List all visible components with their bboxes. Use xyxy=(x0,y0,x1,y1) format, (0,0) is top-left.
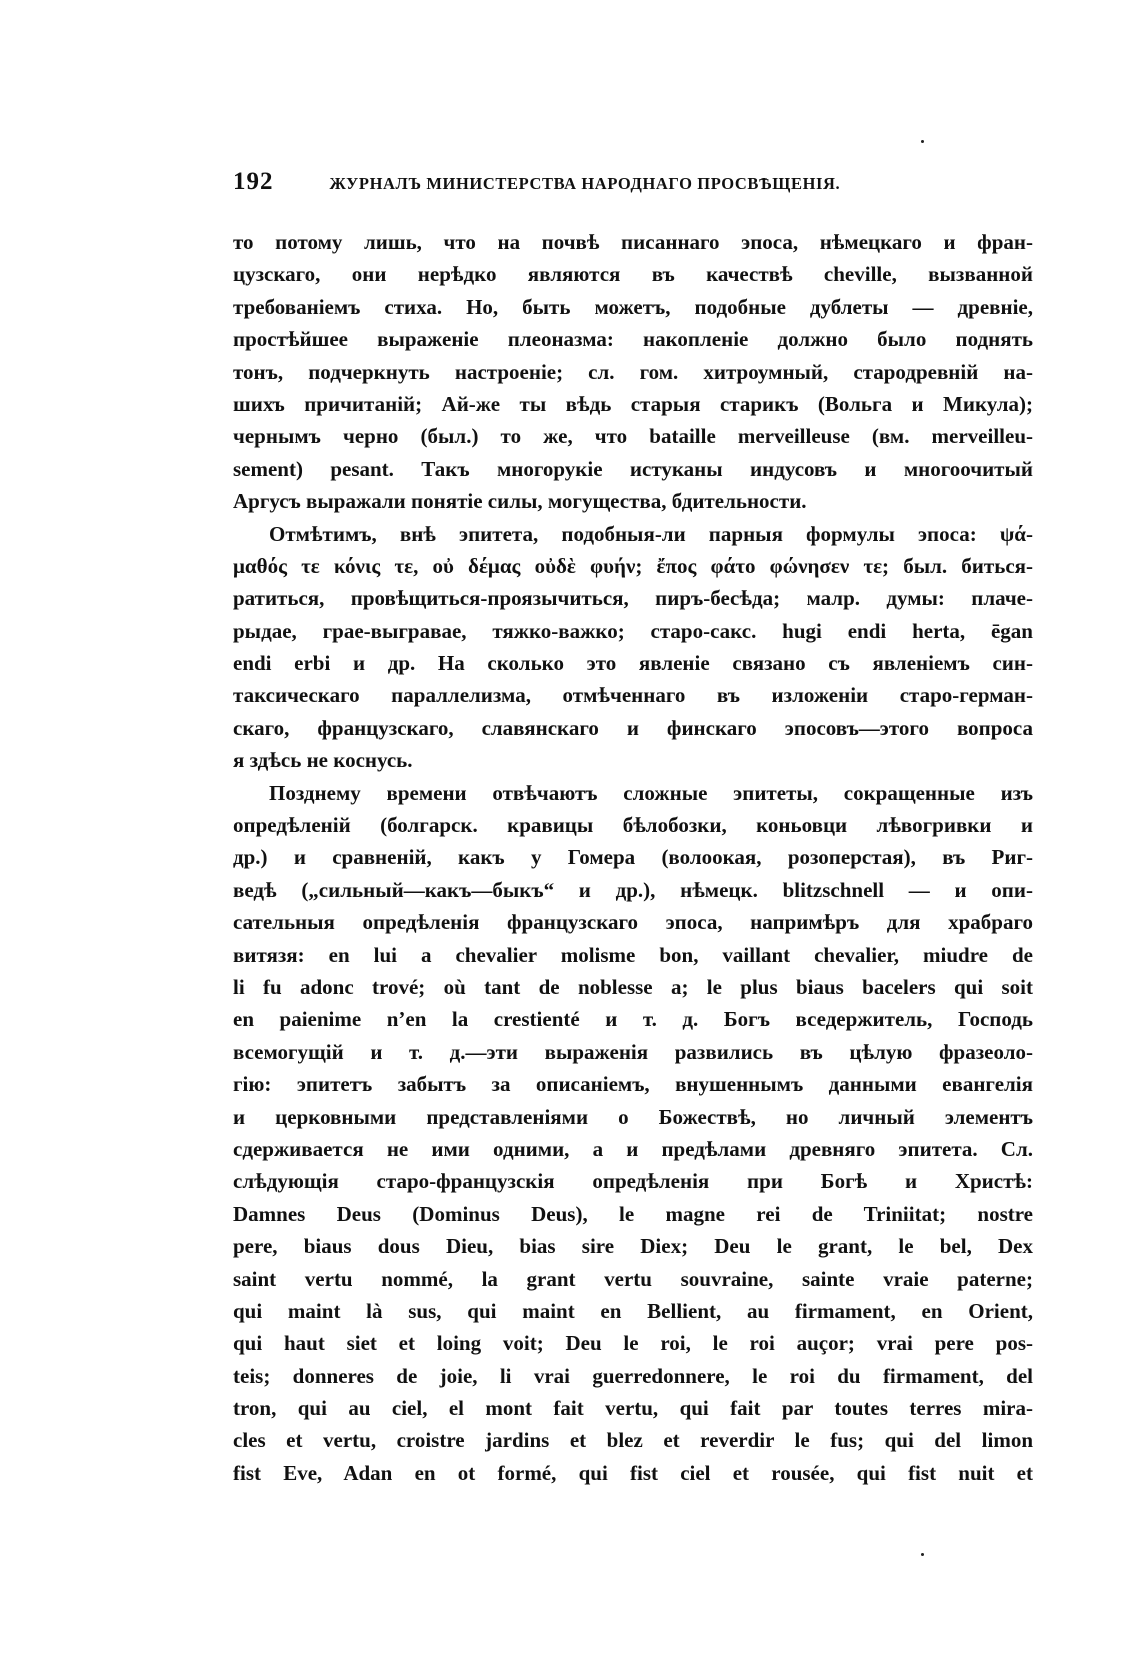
text-line: endi erbi и др. На сколько это явленіе связано съ явленіемъ син- xyxy=(233,651,1033,676)
text-line: то потому лишь, что на почвѣ писаннаго эпоса, нѣмецкаго и фран- xyxy=(233,230,1033,254)
text-line: tron, qui au ciel, el mont fait vertu, qui fait par toutes terres mira- xyxy=(233,1396,1033,1421)
text-line: всемогущій и т. д.—эти выраженія развились въ цѣлую фразеоло- xyxy=(233,1039,1033,1064)
print-speck xyxy=(921,140,924,143)
text-line: я здѣсь не коснусь. xyxy=(233,748,413,773)
text-line: и церковными представленіями о Божествѣ, но личный элементъ xyxy=(233,1104,1033,1129)
text-line: saint vertu nommé, la grant vertu souvraine, sainte vraie paterne; xyxy=(233,1266,1033,1291)
text-line: опредѣленій (болгарск. кравицы бѣлобозки, коньовци лѣвогривки и xyxy=(233,813,1033,838)
text-line: Отмѣтимъ, внѣ эпитета, подобныя-ли парныя формулы эпоса: ψά- xyxy=(269,521,1033,546)
body-text xyxy=(233,226,1033,1489)
text-line: pere, biaus dous Dieu, bias sire Diex; Deu le grant, le bel, Dex xyxy=(233,1234,1033,1259)
text-line: Damnes Deus (Dominus Deus), le magne rei de Triniitat; nostre xyxy=(233,1201,1033,1226)
text-line: en paienime n’en la crestienté и т. д. Богъ вседержитель, Господь xyxy=(233,1007,1033,1032)
text-line: ратиться, провѣщиться-проязычиться, пиръ-бесѣда; малр. думы: плаче- xyxy=(233,586,1033,611)
text-line: шихъ причитаній; Ай-же ты вѣдь старыя старикъ (Вольга и Микула); xyxy=(233,391,1033,416)
text-line: скаго, французскаго, славянскаго и финскаго эпосовъ—этого вопроса xyxy=(233,715,1033,740)
text-line: li fu adonc trové; où tant de noblesse a; le plus biaus bacelers qui soit xyxy=(233,974,1033,999)
text-line: qui haut siet et loing voit; Deu le roi, le roi auçor; vrai pere pos- xyxy=(233,1331,1033,1356)
text-line: витязя: en lui a chevalier molisme bon, vaillant chevalier, miudre de xyxy=(233,942,1033,967)
text-line: рыдае, грае-выгравае, тяжко-важко; старо-сакс. hugi endi herta, ēgan xyxy=(233,618,1033,643)
running-title: ЖУРНАЛЪ МИНИСТЕРСТВА НАРОДНАГО ПРОСВѢЩЕНІЯ. xyxy=(329,174,841,193)
text-line: sement) pesant. Такъ многорукіе истуканы индусовъ и многоочитый xyxy=(233,456,1033,481)
page-number: 192 xyxy=(233,168,274,195)
page-header xyxy=(233,168,1033,196)
text-line: слѣдующія старо-французскія опредѣленія при Богѣ и Христѣ: xyxy=(233,1169,1033,1194)
text-line: гію: эпитетъ забытъ за описаніемъ, внушеннымъ данными евангелія xyxy=(233,1072,1033,1097)
text-line: Аргусъ выражали понятіе силы, могущества, бдительности. xyxy=(233,489,807,514)
text-line: cles et vertu, croistre jardins et blez et reverdir le fus; qui del limon xyxy=(233,1428,1033,1453)
text-line: тонъ, подчеркнуть настроеніе; сл. гом. хитроумный, стародревній на- xyxy=(233,359,1033,384)
text-line: цузскаго, они нерѣдко являются въ качествѣ cheville, вызванной xyxy=(233,262,1033,287)
text-line: требованіемъ стиха. Но, быть можетъ, подобные дублеты — древніе, xyxy=(233,294,1033,319)
text-line: простѣйшее выраженіе плеоназма: накопленіе должно было поднять xyxy=(233,327,1033,352)
text-line: сательныя опредѣленія французскаго эпоса, напримѣръ для храбраго xyxy=(233,910,1033,935)
text-line: qui maint là sus, qui maint en Bellient, au firmament, en Orient, xyxy=(233,1298,1033,1323)
text-line: μαθός τε κόνις τε, οὐ δέμας οὐδὲ φυήν; ἔπος φάτο φώνησεν τε; был. биться- xyxy=(233,553,1033,578)
print-speck xyxy=(921,1553,924,1556)
text-line: Позднему времени отвѣчаютъ сложные эпитеты, сокращенные изъ xyxy=(269,780,1033,805)
text-line: таксическаго параллелизма, отмѣченнаго въ изложеніи старо-герман- xyxy=(233,683,1033,708)
text-line: ведѣ („сильный—какъ—быкъ“ и др.), нѣмецк. blitzschnell — и опи- xyxy=(233,877,1033,902)
text-line: teis; donneres de joie, li vrai guerredonnere, le roi du firmament, del xyxy=(233,1363,1033,1388)
text-line: др.) и сравненій, какъ у Гомера (волоокая, розоперстая), въ Риг- xyxy=(233,845,1033,870)
text-line: fist Eve, Adan en ot formé, qui fist ciel et rousée, qui fist nuit et xyxy=(233,1460,1033,1485)
text-line: сдерживается не ими одними, а и предѣлами древняго эпитета. Сл. xyxy=(233,1136,1033,1161)
text-line: чернымъ черно (был.) то же, что bataille merveilleuse (вм. merveilleu- xyxy=(233,424,1033,449)
